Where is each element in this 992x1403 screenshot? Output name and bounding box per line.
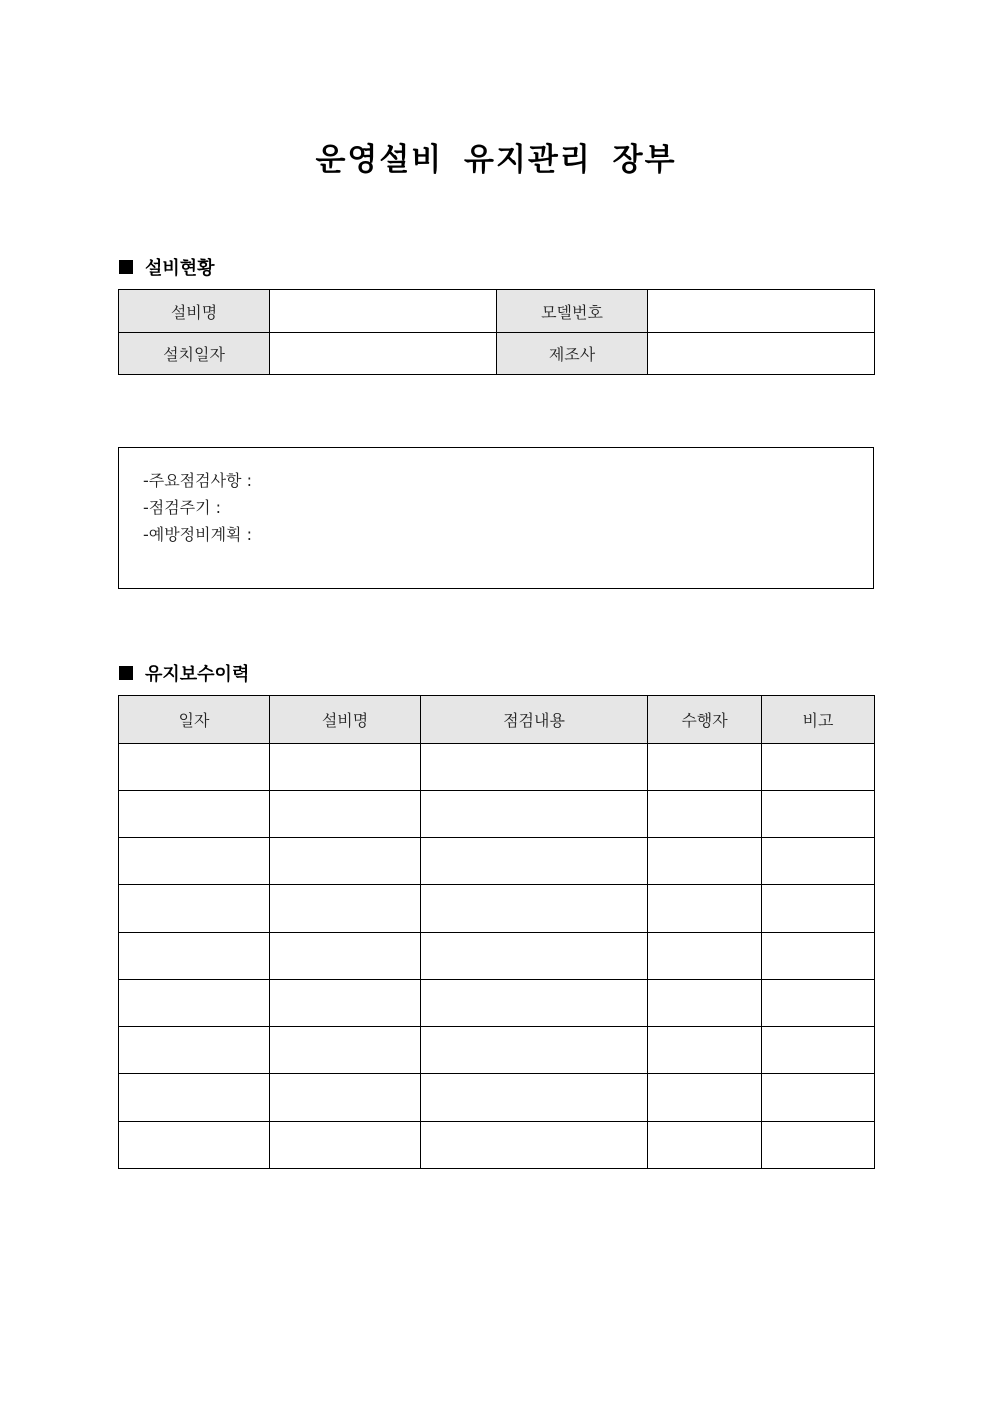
field-install-date[interactable] xyxy=(270,333,497,375)
cell-equipment-name[interactable] xyxy=(270,838,421,885)
field-equipment-name[interactable] xyxy=(270,290,497,333)
column-header-remarks: 비고 xyxy=(762,696,875,744)
cell-equipment-name[interactable] xyxy=(270,1074,421,1122)
info-line-main-inspection-items: -주요점검사항 : xyxy=(143,471,252,490)
cell-equipment-name[interactable] xyxy=(270,885,421,933)
table-row xyxy=(119,933,875,980)
cell-remarks[interactable] xyxy=(762,791,875,838)
field-model-number[interactable] xyxy=(648,290,875,333)
cell-equipment-name[interactable] xyxy=(270,1122,421,1169)
cell-inspection-details[interactable] xyxy=(421,1027,648,1074)
table-row xyxy=(119,838,875,885)
cell-equipment-name[interactable] xyxy=(270,980,421,1027)
cell-inspection-details[interactable] xyxy=(421,1122,648,1169)
cell-remarks[interactable] xyxy=(762,980,875,1027)
section-heading-label: 유지보수이력 xyxy=(145,664,250,685)
column-header-performer: 수행자 xyxy=(648,696,762,744)
cell-equipment-name[interactable] xyxy=(270,1027,421,1074)
table-row xyxy=(119,885,875,933)
cell-date[interactable] xyxy=(119,885,270,933)
cell-equipment-name[interactable] xyxy=(270,933,421,980)
cell-date[interactable] xyxy=(119,933,270,980)
cell-date[interactable] xyxy=(119,1027,270,1074)
cell-date[interactable] xyxy=(119,1122,270,1169)
cell-remarks[interactable] xyxy=(762,885,875,933)
cell-date[interactable] xyxy=(119,838,270,885)
table-row xyxy=(119,791,875,838)
label-manufacturer: 제조사 xyxy=(497,333,648,375)
label-install-date: 설치일자 xyxy=(119,333,270,375)
table-header-row xyxy=(119,696,875,744)
cell-date[interactable] xyxy=(119,744,270,791)
square-bullet-icon xyxy=(119,260,133,274)
table-row xyxy=(119,333,875,375)
cell-inspection-details[interactable] xyxy=(421,1074,648,1122)
column-header-date: 일자 xyxy=(119,696,270,744)
document-title: 운영설비 유지관리 장부 xyxy=(315,142,677,178)
cell-remarks[interactable] xyxy=(762,1122,875,1169)
cell-performer[interactable] xyxy=(648,933,762,980)
section-heading-label: 설비현황 xyxy=(145,258,215,279)
cell-date[interactable] xyxy=(119,980,270,1027)
equipment-status-table xyxy=(118,289,875,375)
table-row xyxy=(119,744,875,791)
cell-equipment-name[interactable] xyxy=(270,791,421,838)
column-header-equipment-name: 설비명 xyxy=(270,696,421,744)
cell-performer[interactable] xyxy=(648,744,762,791)
cell-performer[interactable] xyxy=(648,1027,762,1074)
cell-date[interactable] xyxy=(119,791,270,838)
cell-remarks[interactable] xyxy=(762,933,875,980)
table-row xyxy=(119,1074,875,1122)
cell-inspection-details[interactable] xyxy=(421,933,648,980)
cell-performer[interactable] xyxy=(648,980,762,1027)
inspection-info-box[interactable] xyxy=(118,447,874,589)
cell-inspection-details[interactable] xyxy=(421,885,648,933)
info-line-inspection-cycle: -점검주기 : xyxy=(143,498,222,517)
cell-inspection-details[interactable] xyxy=(421,838,648,885)
cell-performer[interactable] xyxy=(648,1122,762,1169)
label-model-number: 모델번호 xyxy=(497,290,648,333)
info-line-preventive-maintenance-plan: -예방정비계획 : xyxy=(143,525,252,544)
cell-performer[interactable] xyxy=(648,1074,762,1122)
maintenance-history-table xyxy=(118,695,875,1169)
section-heading-equipment-status xyxy=(119,254,215,280)
cell-performer[interactable] xyxy=(648,885,762,933)
section-heading-maintenance-history xyxy=(119,660,249,686)
cell-remarks[interactable] xyxy=(762,838,875,885)
column-header-inspection-details: 점검내용 xyxy=(421,696,648,744)
cell-performer[interactable] xyxy=(648,791,762,838)
cell-remarks[interactable] xyxy=(762,1074,875,1122)
table-row xyxy=(119,290,875,333)
cell-equipment-name[interactable] xyxy=(270,744,421,791)
table-row xyxy=(119,1027,875,1074)
cell-remarks[interactable] xyxy=(762,744,875,791)
cell-date[interactable] xyxy=(119,1074,270,1122)
table-row xyxy=(119,980,875,1027)
cell-remarks[interactable] xyxy=(762,1027,875,1074)
label-equipment-name: 설비명 xyxy=(119,290,270,333)
square-bullet-icon xyxy=(119,666,133,680)
cell-inspection-details[interactable] xyxy=(421,791,648,838)
cell-performer[interactable] xyxy=(648,838,762,885)
field-manufacturer[interactable] xyxy=(648,333,875,375)
cell-inspection-details[interactable] xyxy=(421,980,648,1027)
cell-inspection-details[interactable] xyxy=(421,744,648,791)
table-row xyxy=(119,1122,875,1169)
